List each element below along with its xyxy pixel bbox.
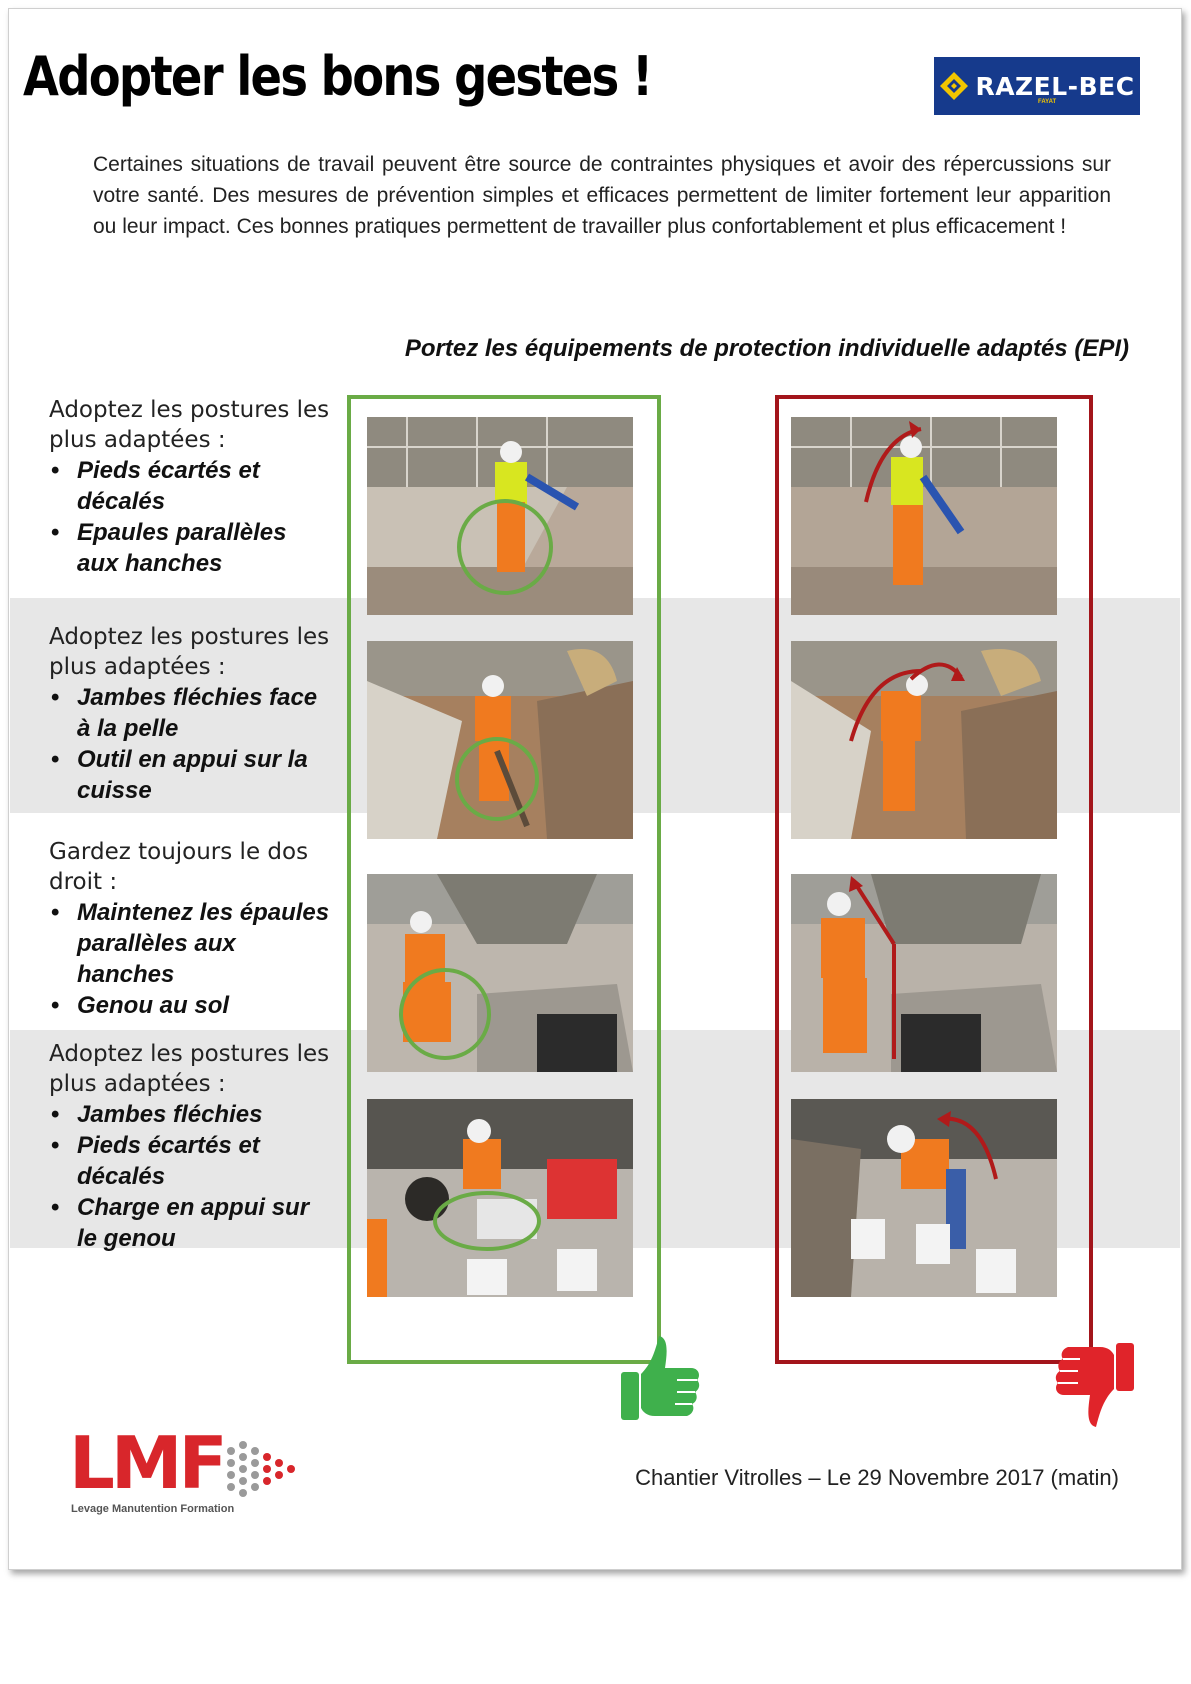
row-1-lead: Adoptez les postures les plus adaptées :	[49, 397, 330, 453]
intro-paragraph: Certaines situations de travail peuvent être source de contraintes physiques et avoir des répercussions sur votre santé. Des mesures de prévention simples et efficaces permettent de limiter fortement leur apparition ou leur impact. Ces bonnes pratiques permettent de travailler plus confortablement et plus efficacement !	[93, 153, 1111, 238]
bad-photo-3	[791, 874, 1057, 1072]
row-1-bullet-2: • Epaules parallèles aux hanches	[77, 517, 334, 579]
page-title: Adopter les bons gestes !	[23, 45, 652, 108]
epi-subtitle: Portez les équipements de protection individuelle adaptés (EPI)	[404, 335, 1129, 362]
row-2-bullet-1: • Jambes fléchies face à la pelle	[77, 682, 334, 744]
row-3-text	[49, 837, 334, 1021]
lmf-logo-word: LMF	[69, 1421, 224, 1505]
brand-subname: FAYAT	[1038, 99, 1057, 105]
thumbs-up-icon	[621, 1334, 701, 1424]
row-4-lead: Adoptez les postures les plus adaptées :	[49, 1041, 330, 1097]
bad-photo-4	[791, 1099, 1057, 1297]
lmf-dots-icon	[225, 1439, 305, 1499]
row-4-bullet-2: • Pieds écartés et décalés	[77, 1130, 334, 1192]
row-3-lead: Gardez toujours le dos droit :	[49, 839, 309, 895]
row-3-bullet-2: • Genou au sol	[77, 990, 334, 1021]
brand-name: RAZEL-BEC	[975, 71, 1135, 101]
good-photo-2	[367, 641, 633, 839]
good-photo-3	[367, 874, 633, 1072]
row-3-bullets	[49, 897, 334, 1021]
poster-page	[8, 8, 1182, 1570]
row-1-bullets	[49, 455, 334, 579]
lmf-tagline: Levage Manutention Formation	[71, 1503, 235, 1515]
good-photo-1	[367, 417, 633, 615]
footer-site-date: Chantier Vitrolles – Le 29 Novembre 2017 (matin)	[635, 1465, 1119, 1490]
row-2-text	[49, 622, 334, 806]
row-4-bullet-1: • Jambes fléchies	[77, 1099, 334, 1130]
bad-photo-2	[791, 641, 1057, 839]
lmf-logo	[69, 1421, 309, 1517]
row-2-lead: Adoptez les postures les plus adaptées :	[49, 624, 330, 680]
razel-bec-diamond-icon	[939, 71, 969, 101]
row-1-text	[49, 395, 334, 579]
razel-bec-logo	[934, 57, 1140, 115]
row-2-bullet-2: • Outil en appui sur la cuisse	[77, 744, 334, 806]
row-3-bullet-1: • Maintenez les épaules parallèles aux hanches	[77, 897, 334, 990]
row-4-bullet-3: • Charge en appui sur le genou	[77, 1192, 334, 1254]
row-2-bullets	[49, 682, 334, 806]
bad-photo-1	[791, 417, 1057, 615]
good-photo-4	[367, 1099, 633, 1297]
thumbs-down-icon	[1054, 1339, 1134, 1429]
row-4-text	[49, 1039, 334, 1254]
row-1-bullet-1: • Pieds écartés et décalés	[77, 455, 334, 517]
row-4-bullets	[49, 1099, 334, 1254]
